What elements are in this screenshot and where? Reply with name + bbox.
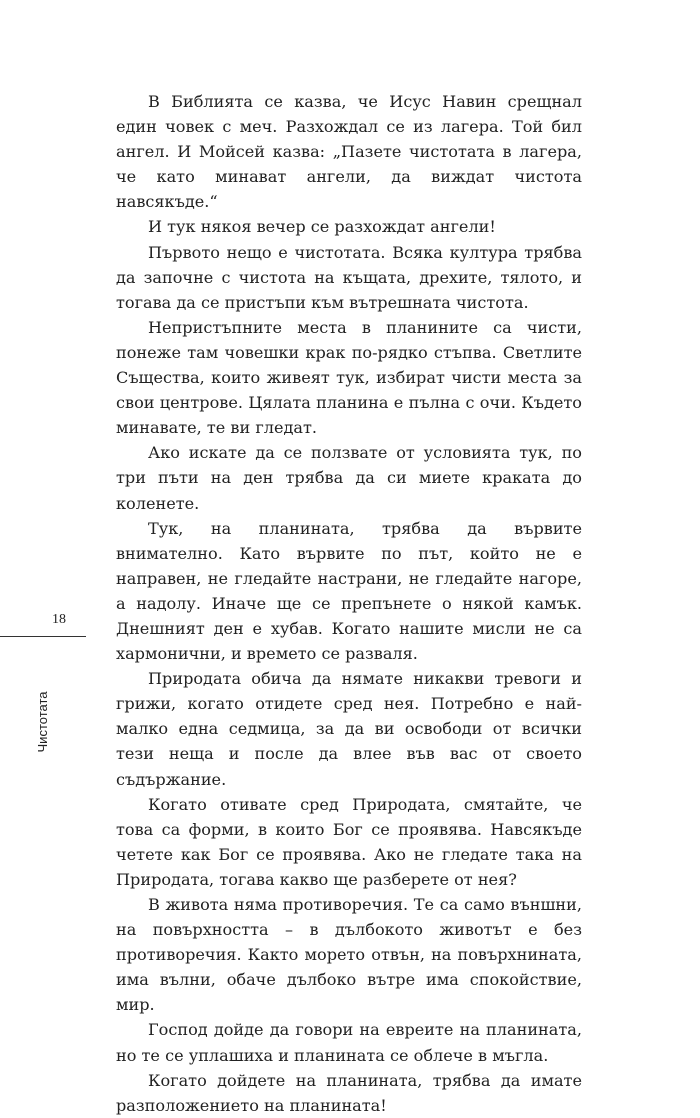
paragraph: В Библията се казва, че Исус Навин срещнал един човек с меч. Разхождал се из лагера. Той бил ангел. И Мойсей казва: „Пазете чистотата в лагера, че като минават ангели, да виждат чистота навсякъде.“ [116, 92, 582, 212]
paragraph: И тук някоя вечер се разхождат ангели! [148, 217, 496, 237]
paragraph: Непристъпните места в планините са чисти, понеже там човешки крак по-рядко стъпва. Светлите Същества, които живеят тук, избират чисти места за свои центрове. Цялата планина е пълна с очи. Където минавате, те ви гледат. [116, 317, 582, 438]
paragraph: В живота няма противоречия. Те са само външни, на повърхността – в дълбокото животът е без противоречия. Както морето отвън, на повърхнината, има вълни, обаче дълбоко вътре има спокойствие, мир. [116, 895, 582, 1015]
paragraph: Тук, на планината, трябва да вървите внимателно. Като вървите по път, който не е направен, не гледайте настрани, не гледайте нагоре, а надолу. Иначе ще се препънете о някой камък. Днешният ден е хубав. Когато нашите мисли не са хармонични, и времето се разваля. [116, 518, 582, 664]
paragraph: Първото нещо е чистотата. Всяка култура трябва да започне с чистота на къщата, дрехите, тялото, и тогава да се пристъпи към вътрешната чистота. [116, 242, 582, 312]
body-text [116, 89, 582, 1118]
margin-divider [0, 636, 86, 637]
page-number: 18 [52, 612, 66, 627]
running-head-label: Чистотата [34, 691, 50, 753]
paragraph: Природата обича да нямате никакви тревоги и грижи, когато отидете сред нея. Потребно е най-малко една седмица, за да ви освободи от всички тези неща и после да влее във вас от своето съдържание. [116, 669, 582, 789]
paragraph: Господ дойде да говори на евреите на планината, но те се уплашиха и планината се облече в мъгла. [116, 1020, 582, 1065]
running-head [26, 691, 58, 753]
paragraph: Когато дойдете на планината, трябва да имате разположението на планината! [116, 1070, 582, 1115]
paragraph: Ако искате да се ползвате от условията тук, по три пъти на ден трябва да си миете краката до коленете. [116, 443, 582, 513]
paragraph: Когато отивате сред Природата, смятайте, че това са форми, в които Бог се проявява. Навсякъде четете как Бог се проявява. Ако не гледате така на Природата, тогава какво ще разберете от нея? [116, 794, 582, 889]
